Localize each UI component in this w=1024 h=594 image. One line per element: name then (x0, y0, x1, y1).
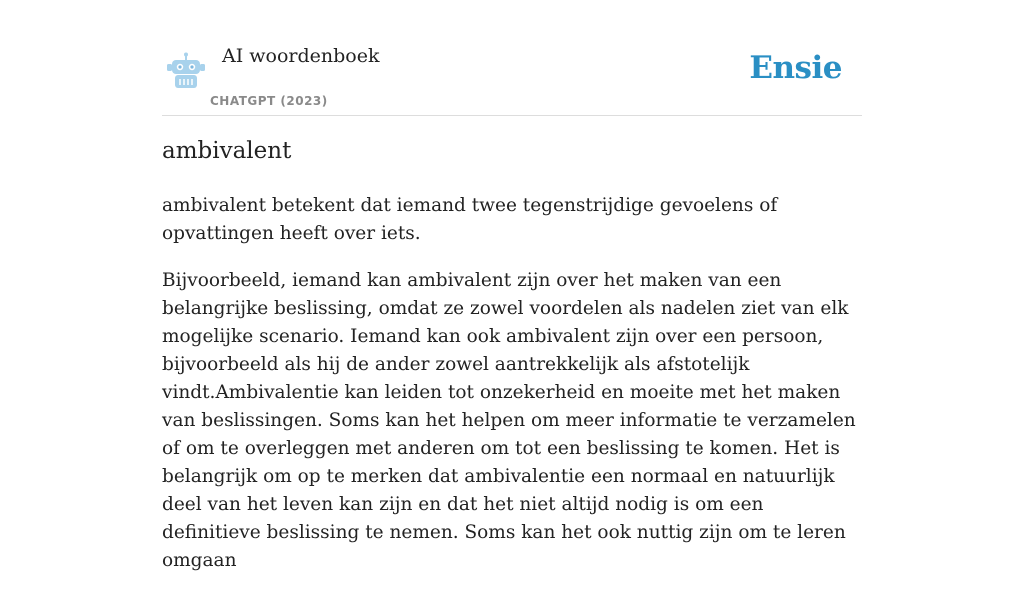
page (162, 0, 862, 571)
dictionary-title-link[interactable]: AI woordenboek (222, 45, 380, 67)
robot-icon (166, 52, 206, 90)
entry-term: ambivalent (162, 138, 292, 164)
header (162, 0, 862, 116)
brand-logo-link[interactable]: Ensie (749, 50, 842, 86)
definition-paragraph: ambivalent betekent dat iemand twee tegenstrijdige gevoelens of opvattingen heeft over iets. (162, 195, 778, 244)
entry-definition (162, 192, 862, 594)
definition-paragraph: Bijvoorbeeld, iemand kan ambivalent zijn over het maken van een belangrijke beslissing, omdat ze zowel voordelen als nadelen ziet van elk mogelijke scenario. Iemand kan ook ambivalent zijn over een persoon, bijvoorbeeld als hij de ander zowel aantrekkelijk als afstotelijk vindt.Ambivalentie kan leiden tot onzekerheid en moeite met het maken van beslissingen. Soms kan het helpen om meer informatie te verzamelen of om te overleggen met anderen om tot een beslissing te komen. Het is belangrijk om op te merken dat ambivalentie een normaal en natuurlijk deel van het leven kan zijn en dat het niet altijd nodig is om een definitieve beslissing te nemen. Soms kan het ook nuttig zijn om te leren omgaan (162, 270, 856, 571)
dictionary-source: CHATGPT (2023) (210, 94, 328, 108)
